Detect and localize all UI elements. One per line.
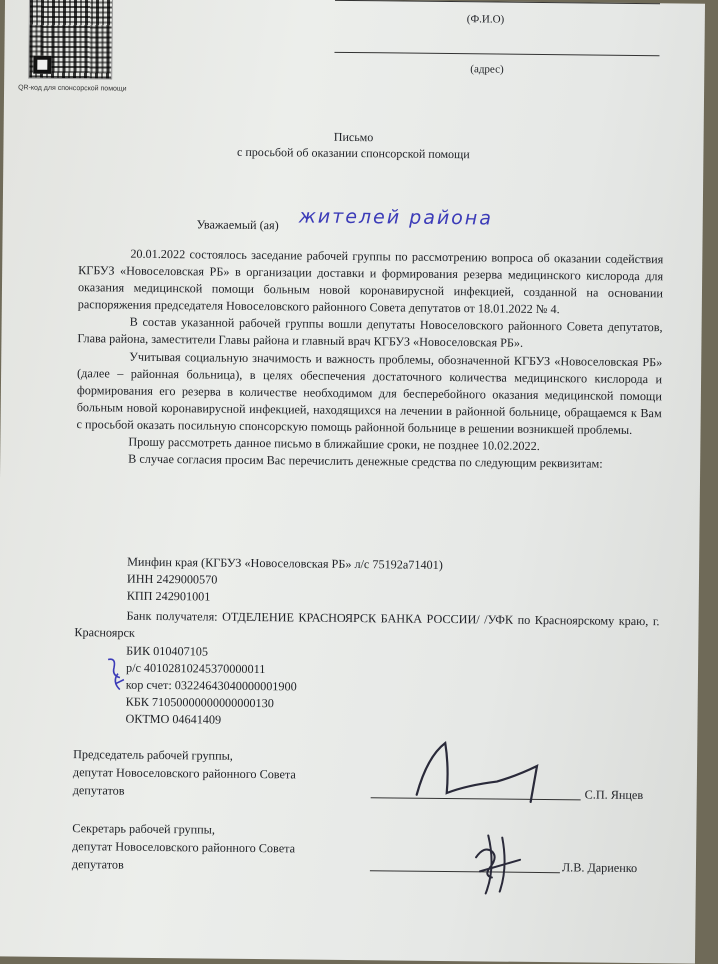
secretary-signature-icon [462, 827, 543, 898]
paragraph: В случае согласия просим Вас перечислить денежные средства по следующим реквизитам: [128, 451, 603, 471]
requisite-recipient: Минфин края (КГБУЗ «Новоселовская РБ» л/с 75192а71401) [127, 554, 443, 572]
chairman-position-end: депутатов [72, 783, 125, 798]
secretary-block [72, 819, 295, 875]
requisite-kbk: КБК 71050000000000000130 [125, 694, 274, 711]
paragraph: Учитывая социальную значимость и важность проблемы, обозначенной КГБУЗ «Новоселовская РБ» (далее – районная больница), в целях обеспечения достаточного количества медицинского кислорода и формирования его резерва в количестве необходимом для бесперебойного оказания медицинской помощи больным новой коронавирусной инфекцией, находящихся на лечении в районной больнице, обращаемся к Вам с просьбой оказать посильную спонсорскую помощь районной больнице в решении возникшей проблемы. [76, 349, 663, 437]
chairman-name: С.П. Янцев [584, 787, 644, 803]
qr-code [28, 0, 113, 79]
chairman-block [73, 745, 296, 801]
address-label: (адрес) [470, 63, 504, 76]
qr-caption: QR-код для спонсорской помощи [18, 84, 127, 93]
requisites-top [127, 554, 443, 608]
chairman-title: Председатель рабочей группы, [73, 747, 233, 763]
requisite-kpp: КПП 242901001 [126, 588, 211, 604]
address-line [334, 52, 659, 56]
chairman-position: депутат Новоселовского районного Совета [72, 765, 296, 782]
letter-subtitle: с просьбой об оказании спонсорской помощи [236, 144, 470, 162]
requisite-inn: ИНН 2429000570 [126, 571, 218, 587]
requisite-account: р/с 40102810245370000011 [125, 660, 266, 677]
requisite-corr-account: кор счет: 03224643040000001900 [125, 677, 297, 694]
secretary-position-end: депутатов [71, 857, 124, 872]
letter-title: Письмо [333, 129, 374, 145]
chairman-signature-icon [407, 737, 558, 809]
requisite-bank [74, 607, 659, 647]
margin-mark-icon [102, 655, 132, 695]
requisites-bottom [125, 643, 297, 730]
paragraph: 20.01.2022 состоялось заседание рабочей группы по рассмотрению вопроса об оказании содействия КГБУЗ «Новоселовская РБ» в организации доставки и формирования резерва медицинского кислорода для оказания медицинской помощи больным новой коронавирусной инфекцией, созданной на основании распоряжения председателя Новоселовского районного Совета депутатов от 18.01.2022 № 4. [77, 246, 664, 317]
requisite-bank-text: Банк получателя: ОТДЕЛЕНИЕ КРАСНОЯРСК БАНКА РОССИИ/ /УФК по Красноярскому краю, г. Красноярск [74, 608, 660, 640]
secretary-name: Л.В. Дариенко [561, 860, 638, 876]
salutation-printed: Уважаемый (ая) [196, 217, 279, 233]
fio-label: (Ф.И.О) [466, 13, 505, 26]
secretary-title: Секретарь рабочей группы, [72, 821, 215, 837]
secretary-position: депутат Новоселовского районного Совета [72, 839, 296, 856]
requisite-bik: БИК 010407105 [126, 643, 209, 659]
fio-line [335, 0, 660, 4]
salutation-handwritten: жителей района [298, 205, 494, 230]
paragraph: Прошу рассмотреть данное письмо в ближайшие сроки, не позднее 10.02.2022. [128, 434, 540, 454]
requisite-oktmo: ОКТМО 04641409 [125, 711, 222, 727]
paragraph: В состав указанной рабочей группы вошли депутаты Новоселовского районного Совета депутатов, Глава района, заместители Главы района и главный врач КГБУЗ «Новоселовская РБ». [77, 315, 663, 351]
letter-body [76, 245, 663, 473]
